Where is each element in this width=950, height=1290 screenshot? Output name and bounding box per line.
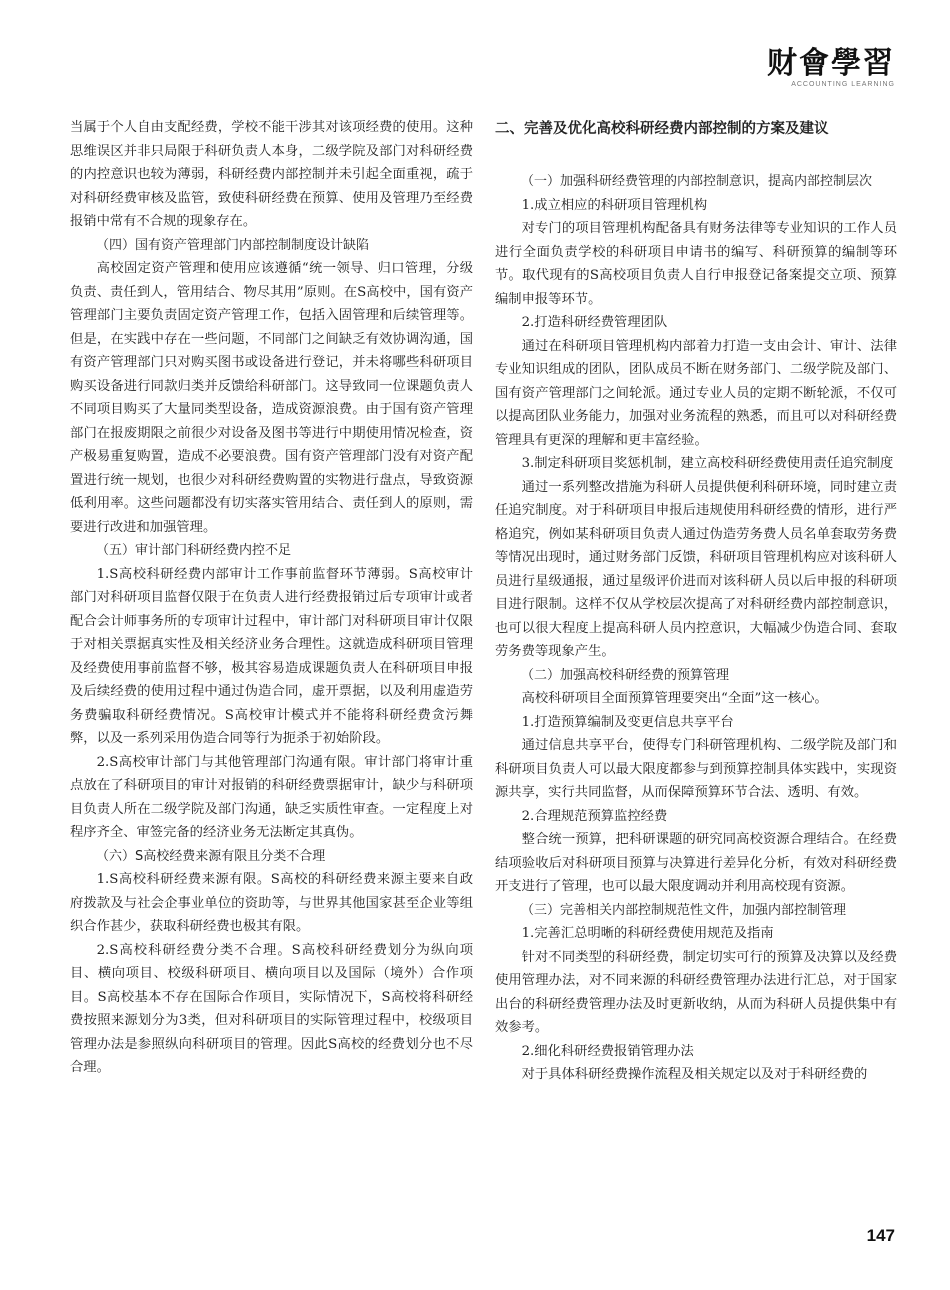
journal-logo bbox=[767, 48, 895, 88]
paragraph: 2.合理规范预算监控经费 bbox=[521, 808, 668, 824]
paragraph: 1.S高校科研经费来源有限。S高校的科研经费来源主要来自政府拨款及与社会企事业单位的资助等，与世界其他国家甚至企业等组织合作甚少，获取科研经费也极其有限。 bbox=[70, 872, 473, 934]
logo-chinese: 财會學習 bbox=[767, 46, 895, 81]
subsection-heading: （六）S高校经费来源有限且分类不合理 bbox=[96, 848, 326, 864]
section-heading: 二、完善及优化高校科研经费内部控制的方案及建议 bbox=[495, 121, 829, 137]
paragraph: 整合统一预算，把科研课题的研究同高校资源合理结合。在经费结项验收后对科研项目预算与决算进行差异化分析，有效对科研经费开支进行了管理，也可以最大限度调动并利用高校现有资源。 bbox=[495, 832, 897, 894]
paragraph: 3.制定科研项目奖惩机制，建立高校科研经费使用责任追究制度 bbox=[521, 456, 894, 471]
paragraph: 2.S高校审计部门与其他管理部门沟通有限。审计部门将审计重点放在了科研项目的审计对报销的科研经费票据审计，缺少与科研项目负责人所在二级学院及部门沟通，缺乏实质性审查。一定程度上对程序齐全、审签完备的经济业务无法断定其真伪。 bbox=[70, 754, 473, 840]
paragraph: 1.打造预算编制及变更信息共享平台 bbox=[521, 714, 734, 730]
paragraph: 高校科研项目全面预算管理要突出“全面”这一核心。 bbox=[521, 691, 828, 706]
paragraph: 对专门的项目管理机构配备具有财务法律等专业知识的工作人员进行全面负责学校的科研项目申请书的编写、科研预算的编制等环节。取代现有的S高校项目负责人自行申报登记备案提交立项、预算编制申报等环节。 bbox=[495, 221, 897, 307]
paragraph: 通过一系列整改措施为科研人员提供便利科研环境，同时建立责任追究制度。对于科研项目申报后违规使用科研经费的情形，进行严格追究，例如某科研项目负责人通过伪造劳务费人员名单套取劳务费等情况出现时，通过财务部门反馈，科研项目管理机构应对该科研人员进行星级通报，通过星级评价进而对该科研人员以后申报的科研项目进行限制。这样不仅从学校层次提高了对科研经费内部控制意识，也可以很大程度上提高科研人员内控意识，大幅减少伪造合同、套取劳务费等现象产生。 bbox=[495, 479, 897, 659]
logo-english: ACCOUNTING LEARNING bbox=[791, 81, 895, 88]
subsection-heading: （一）加强科研经费管理的内部控制意识，提高内部控制层次 bbox=[521, 174, 873, 189]
paragraph: 1.成立相应的科研项目管理机构 bbox=[521, 197, 708, 213]
paragraph: 对于具体科研经费操作流程及相关规定以及对于科研经费的 bbox=[521, 1067, 868, 1082]
subsection-heading: （三）完善相关内部控制规范性文件，加强内部控制管理 bbox=[521, 902, 847, 918]
paragraph: 当属于个人自由支配经费，学校不能干涉其对该项经费的使用。这种思维误区并非只局限于科研负责人本身，二级学院及部门对科研经费的内控意识也较为薄弱，科研经费内部控制并未引起全面重视，疏于对科研经费审核及监管，致使科研经费在预算、使用及管理乃至经费报销中常有不合规的现象存在。 bbox=[70, 120, 473, 229]
subsection-heading: （四）国有资产管理部门内部控制制度设计缺陷 bbox=[96, 237, 370, 253]
subsection-heading: （二）加强高校科研经费的预算管理 bbox=[521, 667, 730, 683]
page-number: 147 bbox=[866, 1226, 895, 1245]
paragraph: 1.完善汇总明晰的科研经费使用规范及指南 bbox=[521, 926, 774, 941]
paragraph: 2.打造科研经费管理团队 bbox=[521, 315, 668, 330]
right-column bbox=[495, 116, 897, 1087]
paragraph: 2.细化科研经费报销管理办法 bbox=[521, 1043, 694, 1059]
paragraph: 2.S高校科研经费分类不合理。S高校科研经费划分为纵向项目、横向项目、校级科研项目、横向项目以及国际（境外）合作项目。S高校基本不存在国际合作项目，实际情况下，S高校将科研经费按照来源划分为3类，但对科研项目的实际管理过程中，校级项目管理办法是参照纵向科研项目的管理。因此S高校的经费划分也不尽合理。 bbox=[70, 942, 473, 1075]
left-column bbox=[70, 116, 473, 1080]
subsection-heading: （五）审计部门科研经费内控不足 bbox=[96, 543, 292, 558]
paragraph: 通过信息共享平台，使得专门科研管理机构、二级学院及部门和科研项目负责人可以最大限度都参与到预算控制具体实践中，实现资源共享，实行共同监督，从而保障预算环节合法、透明、有效。 bbox=[495, 738, 897, 800]
paragraph: 通过在科研项目管理机构内部着力打造一支由会计、审计、法律专业知识组成的团队，团队成员不断在财务部门、二级学院及部门、国有资产管理部门之间轮派。通过专业人员的定期不断轮派，不仅可以提高团队业务能力，加强对业务流程的熟悉，而且可以对科研经费管理具有更深的理解和更丰富经验。 bbox=[495, 338, 897, 448]
paragraph: 1.S高校科研经费内部审计工作事前监督环节薄弱。S高校审计部门对科研项目监督仅限于在负责人进行经费报销过后专项审计或者配合会计师事务所的专项审计过程中，审计部门对科研项目审计仅限于对相关票据真实性及相关经济业务合理性。这就造成科研项目管理及经费使用事前监督不够，极其容易造成课题负责人在科研项目申报及后续经费的使用过程中通过伪造合同，虚开票据，以及利用虚造劳务费骗取科研经费情况。S高校审计模式并不能将科研经费贪污舞弊，以及一系列采用伪造合同等行为扼杀于初始阶段。 bbox=[70, 566, 473, 746]
paragraph: 高校固定资产管理和使用应该遵循“统一领导、归口管理，分级负责、责任到人，管用结合、物尽其用”原则。在S高校中，国有资产管理部门主要负责固定资产管理工作，包括入固管理和后续管理等。但是，在实践中存在一些问题，不同部门之间缺乏有效协调沟通，国有资产管理部门只对购买图书或设备进行登记，并未将哪些科研项目购买设备进行同款归类并反馈给科研部门。这导致同一位课题负责人不同项目购买了大量同类型设备，造成资源浪费。由于国有资产管理部门在报废期限之前很少对设备及图书等进行中期使用情况检查，资产极易重复购置，造成不必要浪费。国有资产管理部门没有对资产配置进行统一规划，也很少对科研经费购置的实物进行盘点，导致资源低利用率。这些问题都没有切实落实管用结合、责任到人的原则，需要进行改进和加强管理。 bbox=[70, 261, 473, 535]
paragraph: 针对不同类型的科研经费，制定切实可行的预算及决算以及经费使用管理办法，对不同来源的科研经费管理办法进行汇总，对于国家出台的科研经费管理办法及时更新收纳，从而为科研人员提供集中有效参考。 bbox=[495, 949, 897, 1035]
